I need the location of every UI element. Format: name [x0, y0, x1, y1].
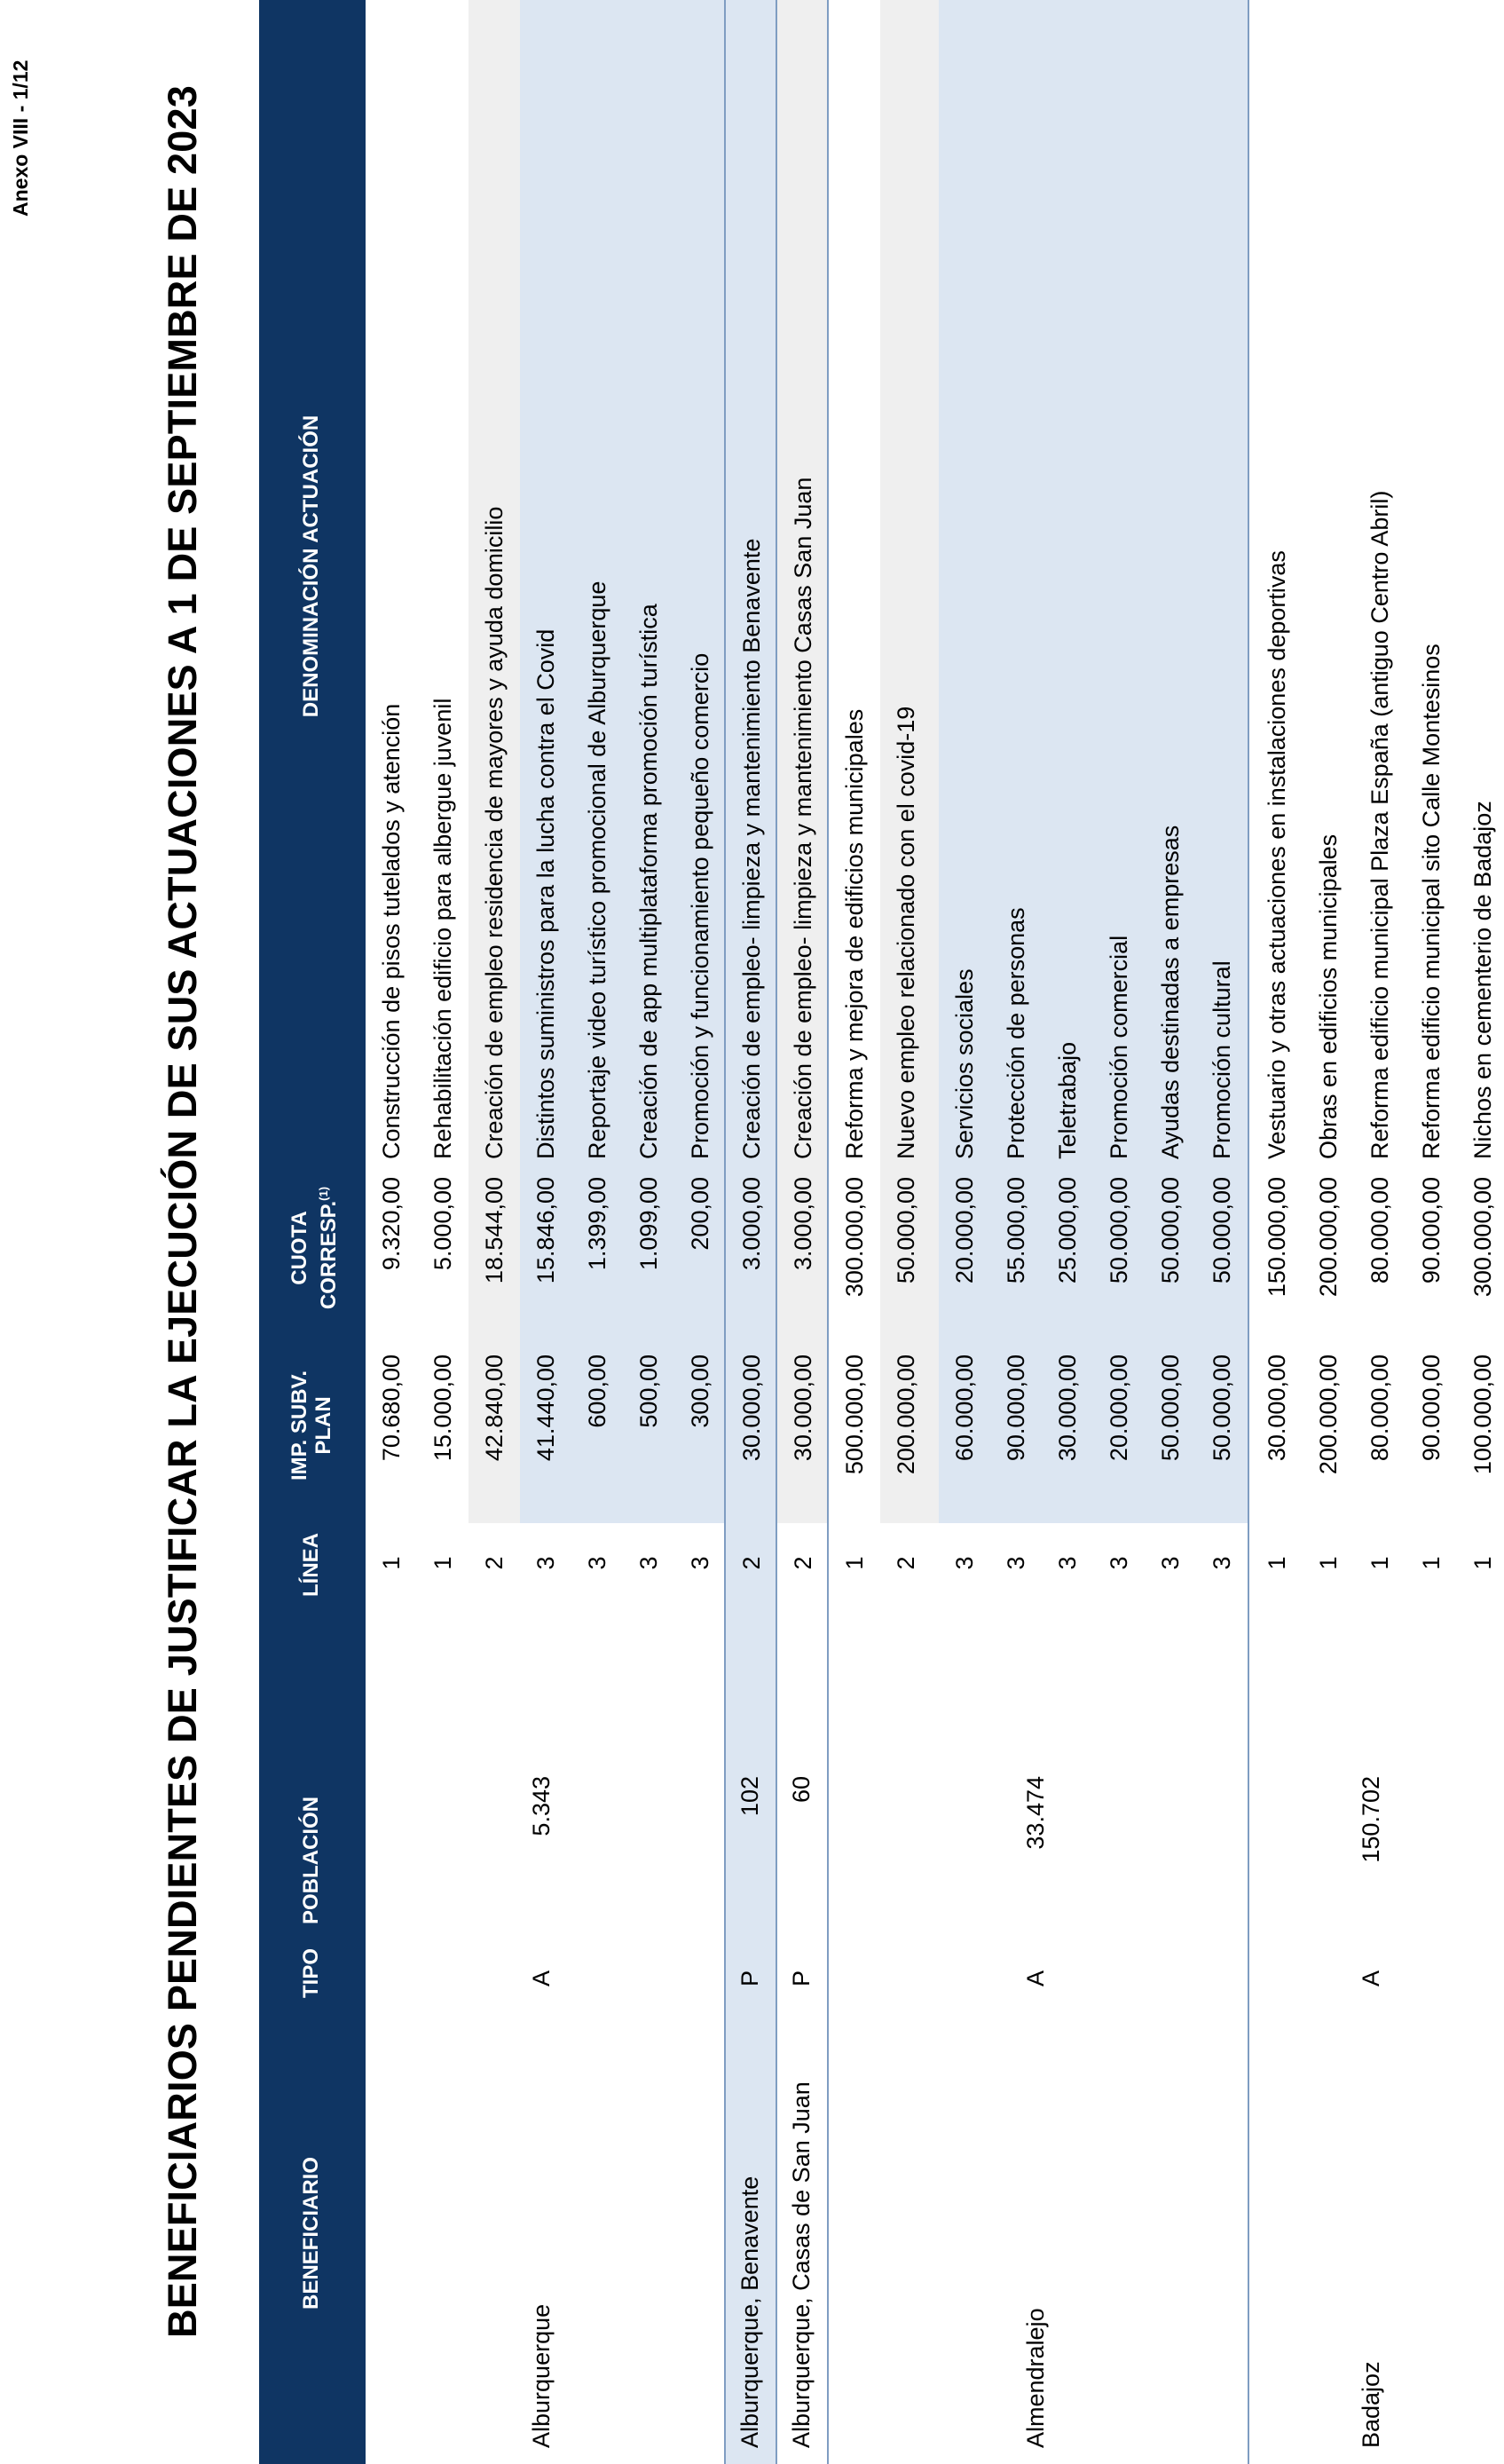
linea-cell: 3	[532, 1556, 559, 1570]
table-row	[1145, 0, 1196, 2464]
table-row	[1457, 0, 1504, 2464]
linea-cell: 1	[1264, 1556, 1290, 1570]
imp-subv-cell: 200.000,00	[1315, 1354, 1342, 1475]
beneficiario-poblacion: 33.474	[1022, 1776, 1049, 1850]
beneficiario-tipo: P	[788, 1970, 815, 1986]
table-row	[366, 0, 417, 2464]
cuota-cell: 300.000,00	[1469, 1177, 1496, 1298]
beneficiario-poblacion: 5.343	[528, 1776, 555, 1836]
beneficiario-name: Alburquerque	[528, 2303, 555, 2448]
denominacion-cell: Creación de app multiplataforma promoción turística	[635, 604, 662, 1159]
imp-subv-cell: 80.000,00	[1366, 1354, 1393, 1462]
imp-subv-cell: 70.680,00	[378, 1354, 405, 1462]
imp-subv-cell: 41.440,00	[532, 1354, 559, 1462]
header-cuota	[287, 1150, 341, 1346]
imp-subv-cell: 200.000,00	[893, 1354, 919, 1475]
denominacion-cell: Ayudas destinadas a empresas	[1157, 825, 1184, 1159]
beneficiario-poblacion: 150.702	[1358, 1776, 1384, 1863]
linea-cell: 3	[635, 1556, 662, 1570]
cuota-cell: 3.000,00	[738, 1177, 765, 1271]
linea-cell: 3	[1157, 1556, 1184, 1570]
denominacion-cell: Creación de empleo residencia de mayores y ayuda domicilio	[481, 506, 508, 1159]
table-row	[674, 0, 726, 2464]
linea-cell: 2	[738, 1556, 765, 1570]
header-tipo: TIPO	[299, 1947, 323, 1998]
cuota-cell: 150.000,00	[1264, 1177, 1290, 1298]
header-imp-line2: PLAN	[311, 1396, 335, 1455]
cuota-cell: 50.000,00	[893, 1177, 919, 1284]
cuota-cell: 3.000,00	[790, 1177, 816, 1271]
imp-subv-cell: 50.000,00	[1209, 1354, 1235, 1462]
table-row	[726, 0, 777, 2464]
table-row	[1406, 0, 1457, 2464]
linea-cell: 1	[1418, 1556, 1445, 1570]
cuota-cell: 15.846,00	[532, 1177, 559, 1284]
beneficiario-tipo: A	[1022, 1970, 1049, 1986]
imp-subv-cell: 100.000,00	[1469, 1354, 1496, 1475]
linea-cell: 1	[429, 1556, 456, 1570]
linea-cell: 3	[1209, 1556, 1235, 1570]
denominacion-cell: Reforma y mejora de edificios municipales	[841, 708, 868, 1159]
imp-subv-cell: 30.000,00	[738, 1354, 765, 1462]
cuota-cell: 5.000,00	[429, 1177, 456, 1271]
table-row	[1093, 0, 1145, 2464]
cuota-cell: 1.099,00	[635, 1177, 662, 1271]
denominacion-cell: Creación de empleo- limpieza y mantenimiento Benavente	[738, 538, 765, 1159]
table-row	[1196, 0, 1248, 2464]
denominacion-cell: Creación de empleo- limpieza y mantenimiento Casas San Juan	[790, 477, 816, 1159]
header-cuota-footnote: (1)	[317, 1186, 330, 1201]
linea-cell: 1	[1366, 1556, 1393, 1570]
table-row	[571, 0, 623, 2464]
header-imp-line1: IMP. SUBV.	[287, 1370, 311, 1481]
table-row	[520, 0, 571, 2464]
linea-cell: 3	[687, 1556, 713, 1570]
denominacion-cell: Servicios sociales	[951, 968, 978, 1159]
linea-cell: 1	[1315, 1556, 1342, 1570]
denominacion-cell: Reportaje video turístico promocional de Alburquerque	[584, 580, 610, 1159]
imp-subv-cell: 50.000,00	[1157, 1354, 1184, 1462]
imp-subv-cell: 42.840,00	[481, 1354, 508, 1462]
denominacion-cell: Protección de personas	[1003, 907, 1029, 1159]
imp-subv-cell: 300,00	[687, 1354, 713, 1428]
cuota-cell: 90.000,00	[1418, 1177, 1445, 1284]
linea-cell: 2	[481, 1556, 508, 1570]
beneficiario-name: Almendralejo	[1022, 2308, 1049, 2448]
linea-cell: 1	[378, 1556, 405, 1570]
imp-subv-cell: 30.000,00	[1054, 1354, 1081, 1462]
cuota-cell: 200.000,00	[1315, 1177, 1342, 1298]
denominacion-cell: Vestuario y otras actuaciones en instalaciones deportivas	[1264, 550, 1290, 1159]
beneficiario-tipo: A	[528, 1970, 555, 1986]
header-cuota-line2-text: CORRESP.	[317, 1200, 341, 1310]
header-cuota-line2	[311, 1150, 341, 1346]
cuota-cell: 25.000,00	[1054, 1177, 1081, 1284]
denominacion-cell: Teletrabajo	[1054, 1041, 1081, 1159]
beneficiario-tipo: A	[1358, 1970, 1384, 1986]
table-row	[777, 0, 829, 2464]
header-beneficiario: BENEFICIARIO	[299, 2157, 323, 2310]
beneficiario-poblacion: 102	[736, 1776, 763, 1817]
linea-cell: 3	[584, 1556, 610, 1570]
table-row	[1303, 0, 1354, 2464]
table-row	[623, 0, 674, 2464]
cuota-cell: 50.000,00	[1106, 1177, 1132, 1284]
denominacion-cell: Reforma edificio municipal Plaza España (antiguo Centro Abril)	[1366, 490, 1393, 1159]
page-title: BENEFICIARIOS PENDIENTES DE JUSTIFICAR LA EJECUCIÓN DE SUS ACTUACIONES A 1 DE SEPTIEMBRE DE 2023	[160, 85, 205, 2338]
imp-subv-cell: 90.000,00	[1418, 1354, 1445, 1462]
cuota-cell: 300.000,00	[841, 1177, 868, 1298]
linea-cell: 1	[1469, 1556, 1496, 1570]
linea-cell: 3	[1003, 1556, 1029, 1570]
header-denominacion: DENOMINACIÓN ACTUACIÓN	[299, 415, 323, 718]
table-row	[417, 0, 469, 2464]
denominacion-cell: Obras en edificios municipales	[1315, 833, 1342, 1159]
linea-cell: 3	[1054, 1556, 1081, 1570]
denominacion-cell: Promoción comercial	[1106, 935, 1132, 1159]
beneficiario-name: Alburquerque, Casas de San Juan	[788, 2081, 815, 2448]
imp-subv-cell: 30.000,00	[1264, 1354, 1290, 1462]
denominacion-cell: Nichos en cementerio de Badajoz	[1469, 801, 1496, 1159]
denominacion-cell: Promoción cultural	[1209, 960, 1235, 1159]
cuota-cell: 50.000,00	[1157, 1177, 1184, 1284]
imp-subv-cell: 30.000,00	[790, 1354, 816, 1462]
denominacion-cell: Promoción y funcionamiento pequeño comercio	[687, 652, 713, 1159]
cuota-cell: 9.320,00	[378, 1177, 405, 1271]
table-row	[990, 0, 1042, 2464]
table-row	[469, 0, 520, 2464]
beneficiario-name: Alburquerque, Benavente	[736, 2176, 763, 2448]
table-row	[1354, 0, 1406, 2464]
linea-cell: 2	[790, 1556, 816, 1570]
header-linea: LÍNEA	[299, 1533, 323, 1597]
beneficiario-poblacion: 60	[788, 1776, 815, 1804]
imp-subv-cell: 500.000,00	[841, 1354, 868, 1475]
cuota-cell: 50.000,00	[1209, 1177, 1235, 1284]
denominacion-cell: Distintos suministros para la lucha contra el Covid	[532, 628, 559, 1159]
imp-subv-cell: 500,00	[635, 1354, 662, 1428]
denominacion-cell: Nuevo empleo relacionado con el covid-19	[893, 706, 919, 1159]
imp-subv-cell: 90.000,00	[1003, 1354, 1029, 1462]
imp-subv-cell: 15.000,00	[429, 1354, 456, 1462]
cuota-cell: 18.544,00	[481, 1177, 508, 1284]
group-separator	[1248, 0, 1249, 2464]
annex-label: Anexo VIII - 1/12	[9, 59, 32, 217]
beneficiario-tipo: P	[736, 1970, 763, 1986]
denominacion-cell: Reforma edificio municipal sito Calle Montesinos	[1418, 644, 1445, 1159]
cuota-cell: 80.000,00	[1366, 1177, 1393, 1284]
linea-cell: 1	[841, 1556, 868, 1570]
linea-cell: 3	[1106, 1556, 1132, 1570]
denominacion-cell: Construcción de pisos tutelados y atención	[378, 703, 405, 1159]
cuota-cell: 1.399,00	[584, 1177, 610, 1271]
imp-subv-cell: 20.000,00	[1106, 1354, 1132, 1462]
header-cuota-line1: CUOTA	[287, 1211, 311, 1285]
header-imp-subv	[287, 1328, 335, 1523]
cuota-cell: 200,00	[687, 1177, 713, 1251]
denominacion-cell: Rehabilitación edificio para albergue juvenil	[429, 698, 456, 1159]
table-row	[829, 0, 880, 2464]
table-row	[880, 0, 932, 2464]
linea-cell: 3	[951, 1556, 978, 1570]
table-row	[939, 0, 990, 2464]
table-header	[259, 0, 366, 2464]
linea-cell: 2	[893, 1556, 919, 1570]
imp-subv-cell: 60.000,00	[951, 1354, 978, 1462]
header-poblacion: POBLACIÓN	[299, 1797, 323, 1924]
table-row	[1251, 0, 1303, 2464]
cuota-cell: 55.000,00	[1003, 1177, 1029, 1284]
beneficiario-name: Badajoz	[1358, 2361, 1384, 2448]
table-row	[1042, 0, 1093, 2464]
imp-subv-cell: 600,00	[584, 1354, 610, 1428]
cuota-cell: 20.000,00	[951, 1177, 978, 1284]
